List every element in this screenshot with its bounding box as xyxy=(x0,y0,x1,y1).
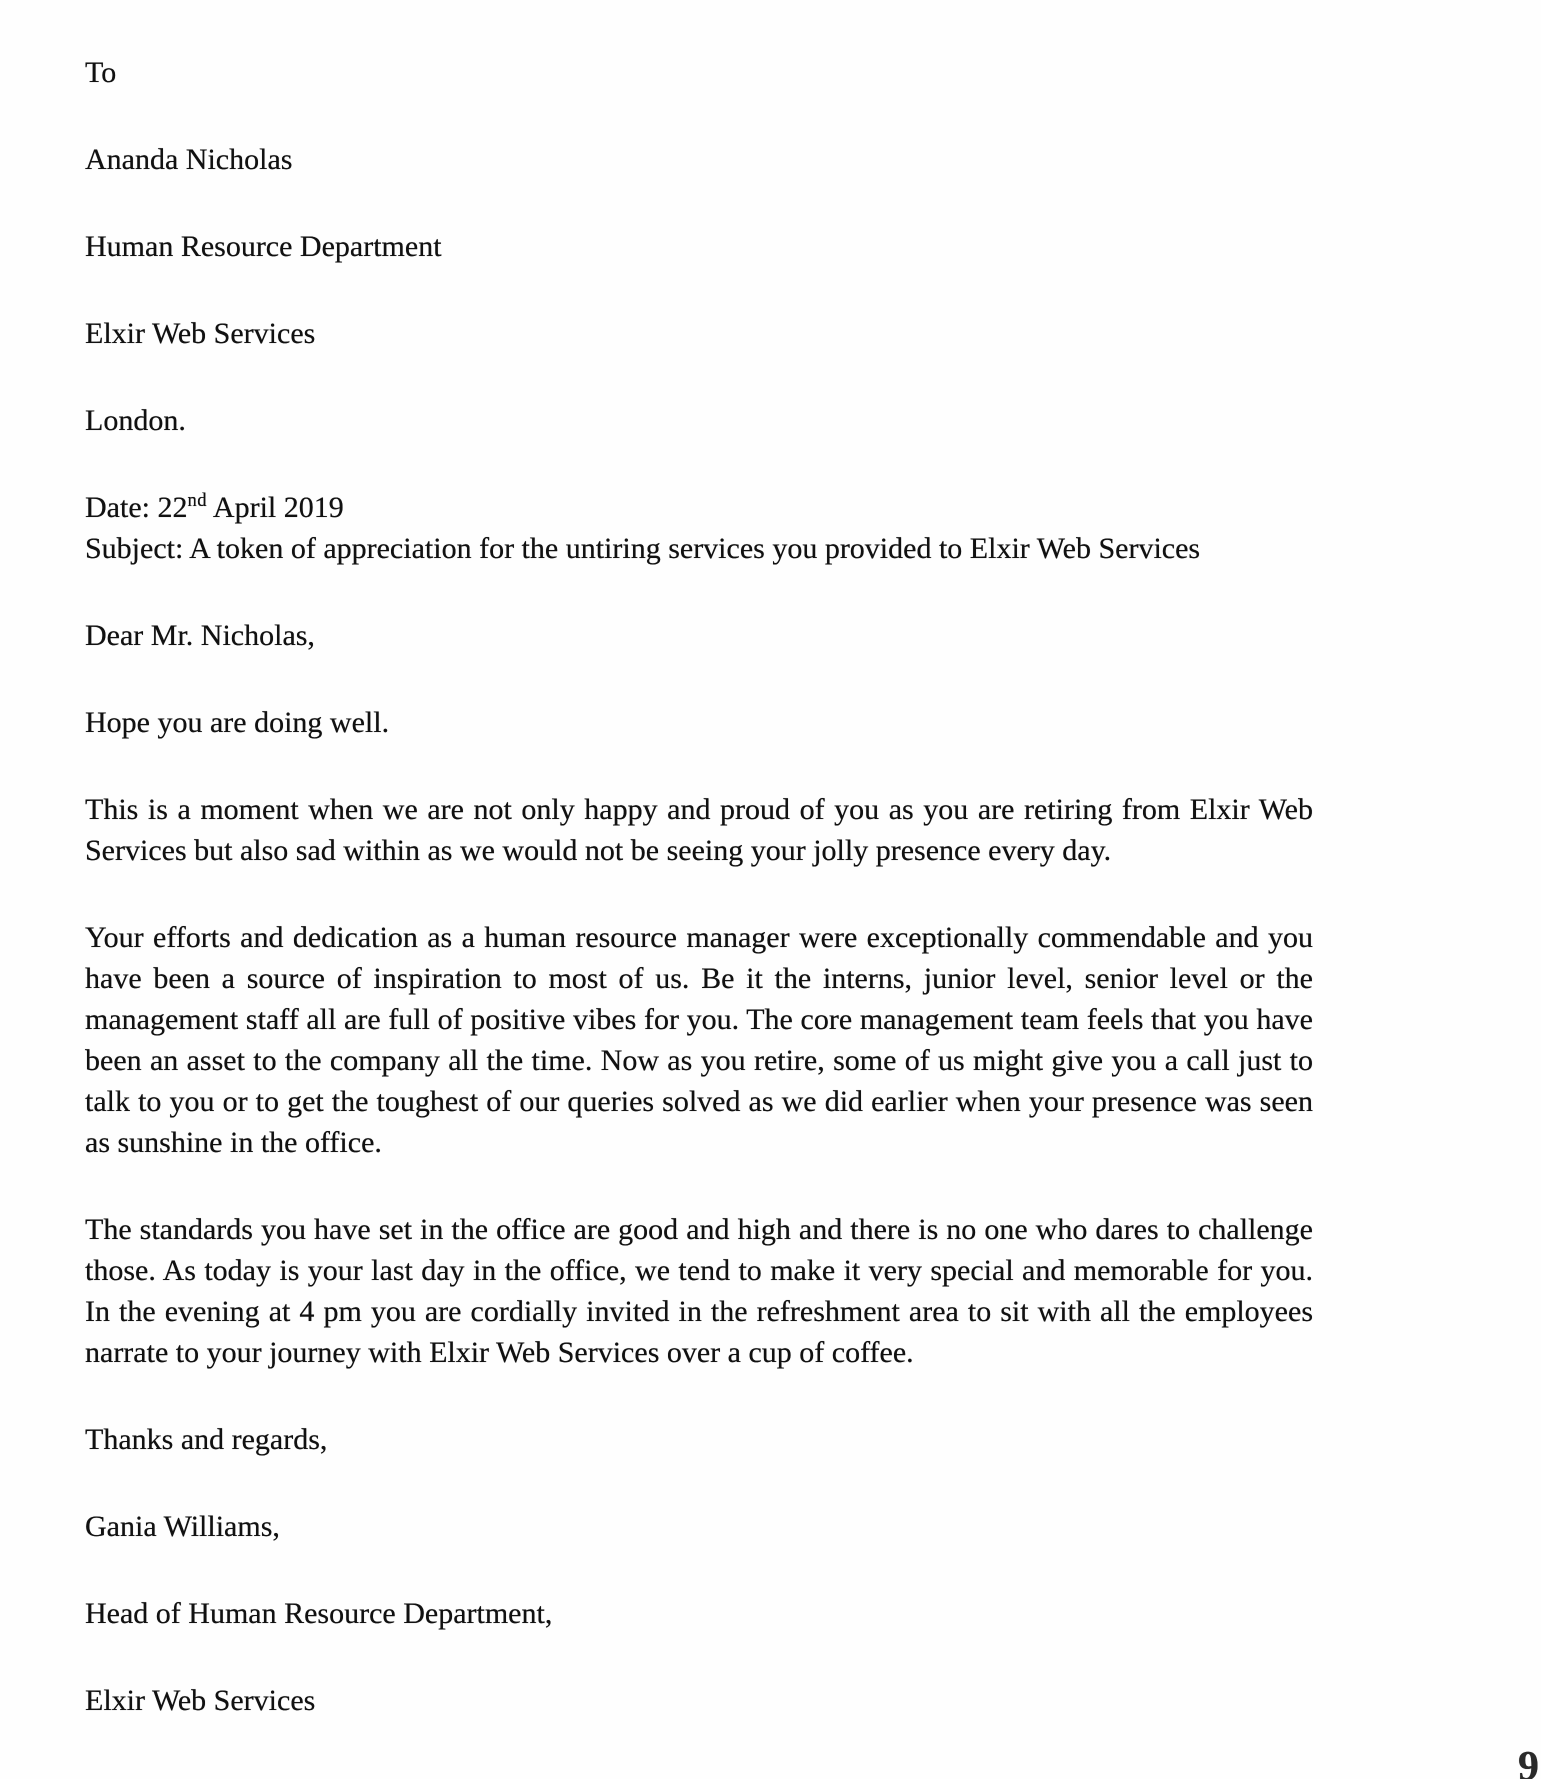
date-line xyxy=(85,487,1313,528)
recipient-company: Elxir Web Services xyxy=(85,317,316,350)
letter-content xyxy=(85,52,1313,1767)
body-paragraph-3: The standards you have set in the office are good and high and there is no one who dares to challenge those. As today is your last day in the office, we tend to make it very special and memorable for you. In the evening at 4 pm you are cordially invited in the refreshment area to sit with all the employees narrate to your journey with Elxir Web Services over a cup of coffee. xyxy=(85,1213,1313,1369)
recipient-department: Human Resource Department xyxy=(85,230,442,263)
body-paragraph-1: This is a moment when we are not only happy and proud of you as you are retiring from Elxir Web Services but also sad within as we would not be seeing your jolly presence every day. xyxy=(85,793,1313,867)
date-suffix: April 2019 xyxy=(207,491,344,524)
date-subject-block xyxy=(85,487,1313,569)
body-paragraph-2: Your efforts and dedication as a human resource manager were exceptionally commendable and you have been a source of inspiration to most of us. Be it the interns, junior level, senior level or the management staff all are full of positive vibes for you. The core management team feels that you have been an asset to the company all the time. Now as you retire, some of us might give you a call just to talk to you or to get the toughest of our queries solved as we did earlier when your presence was seen as sunshine in the office. xyxy=(85,921,1313,1159)
signature-company: Elxir Web Services xyxy=(85,1684,316,1717)
recipient-to-label: To xyxy=(85,56,117,89)
date-prefix: Date: 22 xyxy=(85,491,188,524)
greeting-line: Dear Mr. Nicholas, xyxy=(85,619,315,652)
recipient-name: Ananda Nicholas xyxy=(85,143,293,176)
recipient-city: London. xyxy=(85,404,186,437)
signature-name: Gania Williams, xyxy=(85,1510,280,1543)
signature-title: Head of Human Resource Department, xyxy=(85,1597,553,1630)
corner-page-fragment: 9 xyxy=(1518,1744,1539,1779)
opening-line: Hope you are doing well. xyxy=(85,706,390,739)
closing-line: Thanks and regards, xyxy=(85,1423,328,1456)
subject-line: Subject: A token of appreciation for the untiring services you provided to Elxir Web Services xyxy=(85,532,1201,565)
date-ordinal-suffix: nd xyxy=(187,490,208,511)
